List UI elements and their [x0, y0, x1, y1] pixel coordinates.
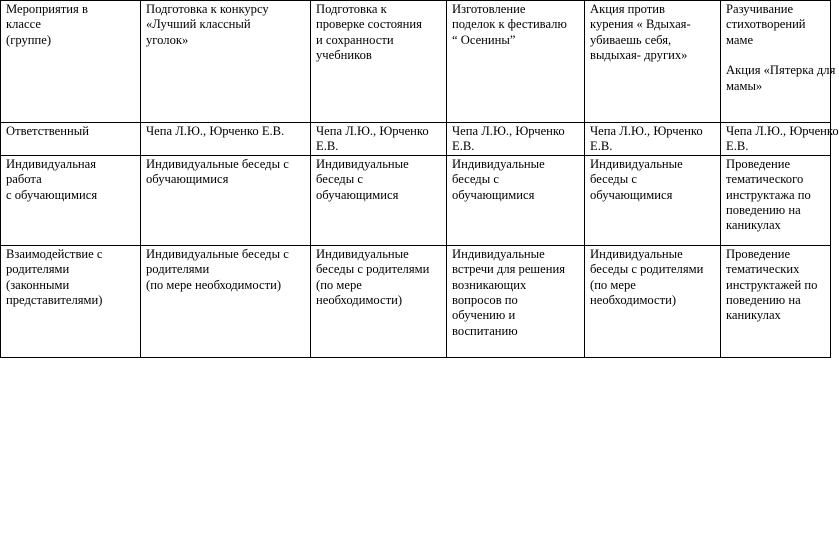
individual-work-cell: Индивидуальные беседы с обучающимися	[585, 155, 721, 245]
responsible-cell: Чепа Л.Ю., Юрченко Е.В.	[141, 123, 311, 156]
parents-cell: Индивидуальные беседы с родителями (по мере необходимости)	[311, 245, 447, 357]
header-cell-crafts-festival: Изготовление поделок к фестивалю “ Осенины”	[447, 1, 585, 123]
responsible-cell: Чепа Л.Ю., Юрченко Е.В.	[447, 123, 585, 156]
responsible-row	[1, 123, 831, 156]
parents-cell: Индивидуальные беседы с родителями (по мере необходимости)	[585, 245, 721, 357]
individual-work-cell: Проведение тематического инструктажа по поведению на каникулах	[721, 155, 831, 245]
parents-row	[1, 245, 831, 357]
responsible-cell: Чепа Л.Ю., Юрченко Е.В.	[585, 123, 721, 156]
header-row	[1, 1, 831, 123]
header-cell-corner-contest: Подготовка к конкурсу «Лучший классный уголок»	[141, 1, 311, 123]
individual-work-label: Индивидуальная работа с обучающимися	[1, 155, 141, 245]
header-cell-anti-smoking: Акция против курения « Вдыхая- убиваешь себя, выдыхая- других»	[585, 1, 721, 123]
parents-cell: Индивидуальные встречи для решения возникающих вопросов по обучению и воспитанию	[447, 245, 585, 357]
parents-cell: Проведение тематических инструктажей по поведению на каникулах	[721, 245, 831, 357]
parents-label: Взаимодействие с родителями (законными представителями)	[1, 245, 141, 357]
parents-cell: Индивидуальные беседы с родителями (по мере необходимости)	[141, 245, 311, 357]
responsible-cell: Чепа Л.Ю., Юрченко Е.В.	[311, 123, 447, 156]
header-cell-poems-for-mom: Разучивание стихотворений маме Акция «Пятерка для мамы»	[721, 1, 831, 123]
individual-work-cell: Индивидуальные беседы с обучающимися	[311, 155, 447, 245]
individual-work-cell: Индивидуальные беседы с обучающимися	[447, 155, 585, 245]
responsible-cell: Чепа Л.Ю., Юрченко Е.В.	[721, 123, 831, 156]
header-cell-activities: Мероприятия в классе (группе)	[1, 1, 141, 123]
responsible-label: Ответственный	[1, 123, 141, 156]
individual-work-row	[1, 155, 831, 245]
header-cell-textbooks-check: Подготовка к проверке состояния и сохранности учебников	[311, 1, 447, 123]
individual-work-cell: Индивидуальные беседы с обучающимися	[141, 155, 311, 245]
